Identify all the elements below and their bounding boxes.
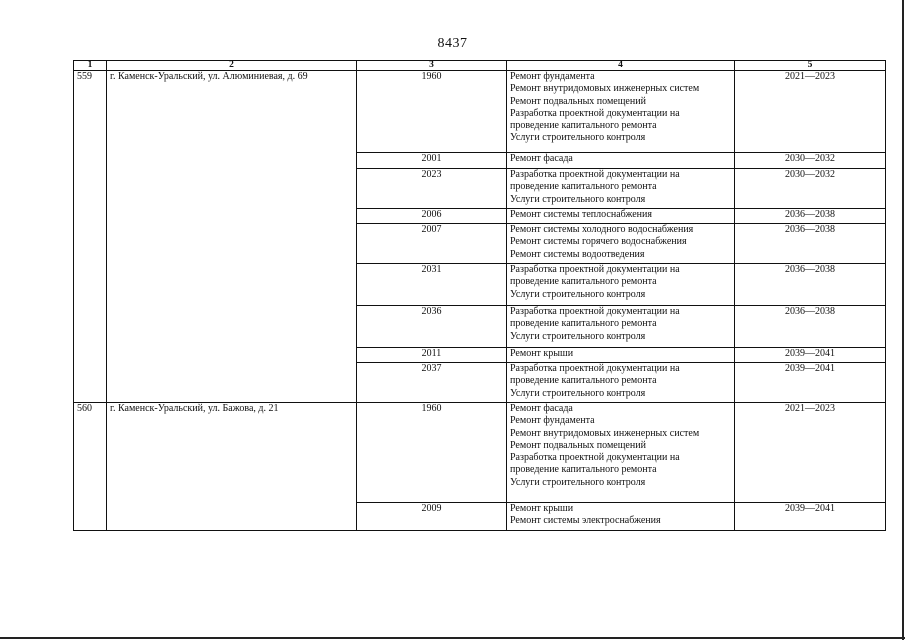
object-address: г. Каменск-Уральский, ул. Бажова, д. 21 [107,403,357,531]
work-item: проведение капитального ремонта [510,375,657,387]
work-item: Ремонт подвальных помещений [510,95,646,107]
work-item: Ремонт фасада [510,153,573,164]
work-item: Ремонт крыши [510,503,574,514]
period-cell: 2039—2041 [735,348,886,363]
works-cell [507,71,735,153]
col-header-2: 2 [107,61,357,71]
work-item: Разработка проектной документации на [510,107,680,119]
period-cell: 2036—2038 [735,264,886,306]
work-item: Ремонт системы водоотведения [510,248,645,260]
col-header-4: 4 [507,61,735,71]
works-cell [507,209,735,224]
period-cell: 2039—2041 [735,363,886,403]
work-item: Ремонт внутридомовых инженерных систем [510,83,700,95]
work-item: проведение капитального ремонта [510,120,657,132]
work-item: Ремонт фундамента [510,415,595,427]
year-cell: 2009 [357,503,507,531]
work-item: Разработка проектной документации на [510,264,680,275]
object-number: 559 [74,71,107,403]
work-item: проведение капитального ремонта [510,276,657,288]
page-edge-right [902,0,904,640]
year-cell: 2023 [357,169,507,209]
year-cell: 2036 [357,306,507,348]
work-item: Услуги строительного контроля [510,387,646,399]
table-row [74,403,886,503]
works-cell [507,306,735,348]
work-item: Разработка проектной документации на [510,363,680,374]
work-item: Услуги строительного контроля [510,330,646,342]
header-row [74,61,886,71]
period-cell: 2030—2032 [735,153,886,169]
work-item: Ремонт системы электроснабжения [510,515,661,527]
works-cell [507,169,735,209]
repair-schedule-table [73,60,886,531]
year-cell: 2007 [357,224,507,264]
col-header-1: 1 [74,61,107,71]
works-cell [507,264,735,306]
page-edge-bottom [0,637,905,639]
year-cell: 2037 [357,363,507,403]
col-header-5: 5 [735,61,886,71]
works-cell [507,153,735,169]
work-item: Услуги строительного контроля [510,476,646,488]
work-item: Ремонт внутридомовых инженерных систем [510,427,700,439]
object-address: г. Каменск-Уральский, ул. Алюминиевая, д. 69 [107,71,357,403]
page-number: 8437 [437,36,468,51]
period-cell: 2039—2041 [735,503,886,531]
table-row [74,71,886,153]
period-cell: 2030—2032 [735,169,886,209]
period-cell: 2036—2038 [735,209,886,224]
work-item: проведение капитального ремонта [510,464,657,476]
table-body [74,71,886,531]
works-cell [507,363,735,403]
col-header-3: 3 [357,61,507,71]
year-cell: 1960 [357,71,507,153]
work-item: Услуги строительного контроля [510,132,646,144]
year-cell: 2006 [357,209,507,224]
work-item: Услуги строительного контроля [510,288,646,300]
works-cell [507,224,735,264]
work-item: Ремонт крыши [510,348,574,359]
work-item: Ремонт подвальных помещений [510,439,646,451]
period-cell: 2021—2023 [735,403,886,503]
work-item: проведение капитального ремонта [510,318,657,330]
year-cell: 2031 [357,264,507,306]
work-item: Ремонт системы холодного водоснабжения [510,224,694,235]
year-cell: 2011 [357,348,507,363]
work-item: Разработка проектной документации на [510,452,680,464]
year-cell: 1960 [357,403,507,503]
period-cell: 2036—2038 [735,224,886,264]
work-item: проведение капитального ремонта [510,181,657,193]
works-cell [507,403,735,503]
works-cell [507,348,735,363]
period-cell: 2036—2038 [735,306,886,348]
table-header [74,61,886,71]
works-cell [507,503,735,531]
work-item: Ремонт фундамента [510,71,595,82]
object-number: 560 [74,403,107,531]
work-item: Ремонт фасада [510,403,573,414]
work-item: Услуги строительного контроля [510,193,646,205]
work-item: Разработка проектной документации на [510,169,680,180]
work-item: Ремонт системы теплоснабжения [510,209,652,220]
year-cell: 2001 [357,153,507,169]
period-cell: 2021—2023 [735,71,886,153]
work-item: Разработка проектной документации на [510,306,680,317]
work-item: Ремонт системы горячего водоснабжения [510,236,687,248]
